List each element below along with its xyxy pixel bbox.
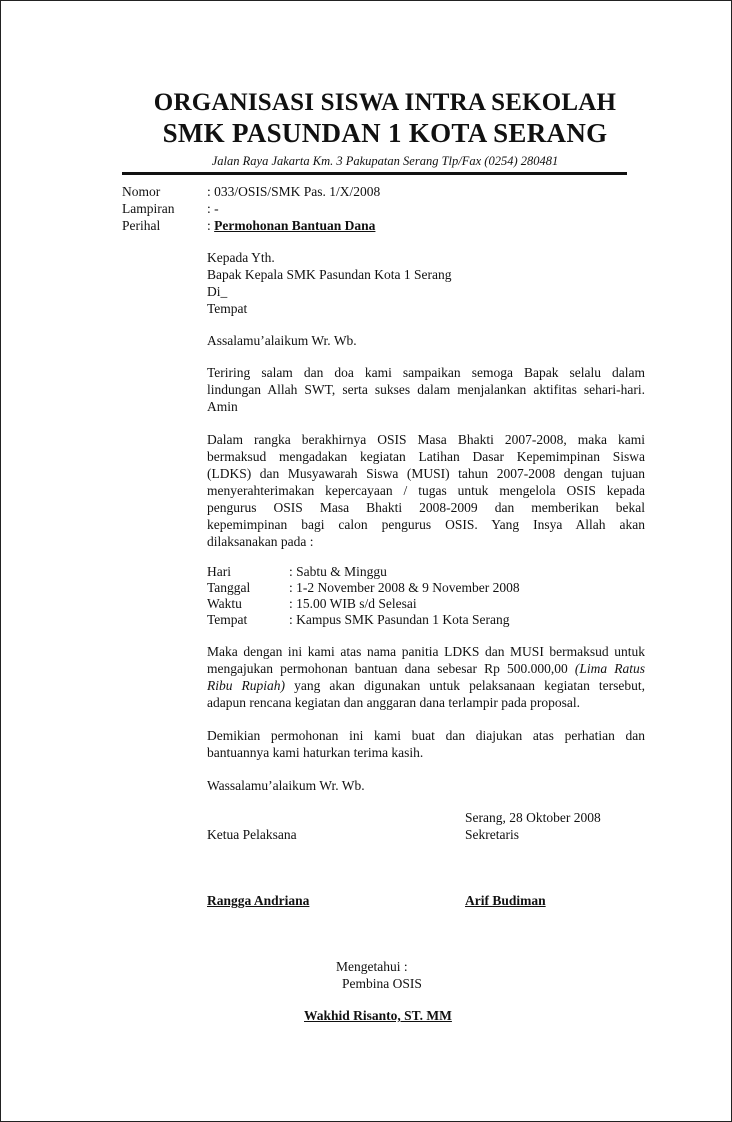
school-address: Jalan Raya Jakarta Km. 3 Pakupatan Serang Tlp/Fax (0254) 280481 — [211, 154, 559, 168]
recipient-line-4: Tempat — [207, 301, 248, 316]
advisor-title: Pembina OSIS — [342, 976, 422, 991]
recipient-line-1: Kepada Yth. — [207, 250, 275, 265]
acknowledged-label: Mengetahui : — [336, 959, 408, 974]
paragraph-line — [207, 660, 645, 677]
paragraph-line: kepemimpinan bagi calon pengurus OSIS. Yang Insya Allah akan — [207, 517, 645, 532]
perihal-label: Perihal — [122, 218, 161, 233]
schedule-value-tanggal: : 1-2 November 2008 & 9 November 2008 — [289, 580, 520, 595]
perihal-field — [207, 217, 375, 234]
paragraph-line: Dalam rangka berakhirnya OSIS Masa Bhakti 2007-2008, maka kami — [207, 432, 645, 447]
advisor-name: Wakhid Risanto, ST. MM — [304, 1008, 452, 1023]
schedule-label-waktu: Waktu — [207, 596, 242, 611]
left-signer-title: Ketua Pelaksana — [207, 827, 297, 842]
nomor-label: Nomor — [122, 184, 161, 199]
paragraph-line: Teriring salam dan doa kami sampaikan semoga Bapak selalu dalam — [207, 365, 645, 380]
paragraph-line — [207, 677, 645, 694]
closing-greeting: Wassalamu’alaikum Wr. Wb. — [207, 778, 365, 793]
paragraph-purpose — [207, 431, 645, 550]
paragraph-closing — [207, 727, 645, 761]
paragraph-line: (LDKS) dan Musyawarah Siswa (MUSI) tahun 2007-2008 dengan tujuan — [207, 466, 645, 481]
perihal-value: Permohonan Bantuan Dana — [214, 218, 376, 233]
left-signer-name: Rangga Andriana — [207, 893, 310, 908]
paragraph-line: bermaksud mengadakan kegiatan Latihan Dasar Kepemimpinan Siswa — [207, 449, 645, 464]
lampiran-value: : - — [207, 201, 219, 216]
paragraph-line: Maka dengan ini kami atas nama panitia LDKS dan MUSI bermaksud untuk — [207, 644, 645, 659]
paragraph-line: adapun rencana kegiatan dan anggaran dana terlampir pada proposal. — [207, 695, 580, 710]
schedule-value-tempat: : Kampus SMK Pasundan 1 Kota Serang — [289, 612, 510, 627]
schedule-label-tempat: Tempat — [207, 612, 248, 627]
right-signer-name: Arif Budiman — [465, 893, 546, 908]
paragraph-request — [207, 643, 645, 711]
recipient-line-2: Bapak Kepala SMK Pasundan Kota 1 Serang — [207, 267, 452, 282]
paragraph-line: pengurus OSIS Masa Bhakti 2008-2009 dan memberikan bekal — [207, 500, 645, 515]
request-amount-words-end: Ribu Rupiah) — [207, 678, 286, 693]
schedule-label-hari: Hari — [207, 564, 231, 579]
request-amount-words: (Lima Ratus — [574, 661, 645, 676]
schedule-value-hari: : Sabtu & Minggu — [289, 564, 387, 579]
right-signer-title: Sekretaris — [465, 827, 519, 842]
paragraph-line: Demikian permohonan ini kami buat dan diajukan atas perhatian dan — [207, 728, 645, 743]
nomor-value: : 033/OSIS/SMK Pas. 1/X/2008 — [207, 184, 381, 199]
place-date: Serang, 28 Oktober 2008 — [465, 810, 601, 825]
request-amount-text: mengajukan permohonan bantuan dana sebesar Rp 500.000,00 — [207, 661, 575, 676]
recipient-line-3: Di_ — [207, 284, 228, 299]
paragraph-line: bantuannya kami haturkan terima kasih. — [207, 745, 424, 760]
paragraph-line: dilaksanakan pada : — [207, 534, 314, 549]
org-title: ORGANISASI SISWA INTRA SEKOLAH — [153, 89, 617, 116]
paragraph-opening — [207, 364, 645, 415]
lampiran-label: Lampiran — [122, 201, 175, 216]
school-title: SMK PASUNDAN 1 KOTA SERANG — [162, 118, 608, 148]
request-usage-text: yang akan digunakan untuk pelaksanaan kegiatan tersebut, — [285, 678, 645, 693]
paragraph-line: lindungan Allah SWT, serta sukses dalam menjalankan aktifitas sehari-hari. — [207, 382, 645, 397]
schedule-value-waktu: : 15.00 WIB s/d Selesai — [289, 596, 417, 611]
letterhead-rule — [122, 172, 627, 175]
perihal-colon: : — [207, 218, 215, 233]
paragraph-line: menyerahterimakan kepercayaan / tugas untuk mengelola OSIS kepada — [207, 483, 645, 498]
paragraph-line: Amin — [207, 399, 238, 414]
greeting: Assalamu’alaikum Wr. Wb. — [207, 333, 357, 348]
schedule-label-tanggal: Tanggal — [207, 580, 251, 595]
